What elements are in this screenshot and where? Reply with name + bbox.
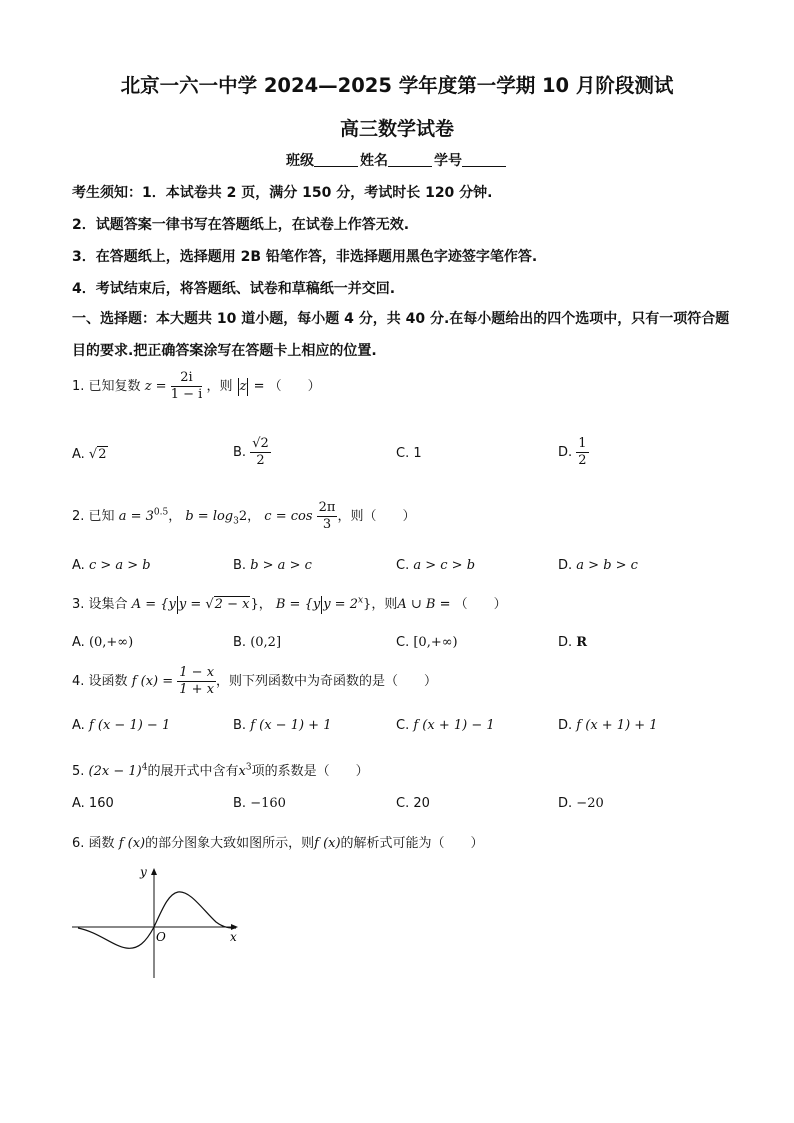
id-blank[interactable]	[462, 152, 506, 167]
graph-origin-label: O	[156, 930, 166, 944]
note-2: 2．试题答案一律书写在答题纸上，在试卷上作答无效.	[72, 217, 410, 233]
q5-expr: (2x − 1)	[88, 764, 142, 779]
q4-option-d[interactable]: D. f (x + 1) + 1	[558, 718, 658, 733]
q5-option-a[interactable]: A. 160	[72, 796, 114, 811]
class-blank[interactable]	[314, 152, 358, 167]
q1-eq: = （ ）	[249, 379, 321, 394]
name-label: 姓名	[360, 153, 388, 169]
q3-set-a: A = {y y = √2 − x}	[131, 597, 259, 612]
q4-option-b[interactable]: B. f (x − 1) + 1	[233, 718, 332, 733]
q3-set-b: B = {y $y = 2^x$}	[275, 595, 372, 612]
q1-option-b[interactable]: B. $\frac{√2}{2}$	[233, 436, 269, 468]
q2-option-b[interactable]: B. b > a > c	[233, 558, 312, 573]
note-4: 4．考试结束后，将答题纸、试卷和草稿纸一并交回.	[72, 281, 396, 297]
q3-option-d[interactable]: D. R	[558, 635, 588, 650]
question-5: 5. $(2x - 1)^4$的展开式中含有$x^3$项的系数是（ ）	[72, 762, 369, 779]
exam-subtitle: 高三数学试卷	[339, 118, 454, 140]
q1-stem: 1. 已知复数	[72, 379, 141, 394]
q5-option-b[interactable]: B. −160	[233, 796, 286, 811]
q1-then: ，则	[206, 379, 233, 394]
q4-fraction: $\frac{1 - x}{1 + x}$	[179, 665, 215, 697]
q5-option-c[interactable]: C. 20	[396, 796, 430, 811]
q2-option-a[interactable]: A. c > a > b	[72, 558, 151, 573]
q2-c-fraction: $\frac{2\pi}{3}$	[318, 500, 336, 532]
q6-function-graph	[68, 862, 248, 982]
q2-a: $a = 3^{0.5}$	[118, 507, 169, 524]
q1-option-d[interactable]: D. $\frac{1}{2}$	[558, 436, 587, 468]
class-label: 班级	[286, 153, 314, 169]
q5-option-d[interactable]: D. −20	[558, 796, 604, 811]
q2-option-d[interactable]: D. a > b > c	[558, 558, 638, 573]
q1-abs-z: z	[239, 379, 247, 394]
q2-c: c = cos	[264, 509, 313, 524]
question-3: 3. 设集合 A = {y y = √2 − x}， B = {y $y = 2^x$}，则A ∪ B = （ ）	[72, 595, 507, 612]
q4-fx: f (x) =	[131, 674, 174, 689]
graph-x-label: x	[230, 930, 237, 944]
q4-option-c[interactable]: C. f (x + 1) − 1	[396, 718, 495, 733]
section-1-instructions: 一、选择题：本大题共 10 道小题，每小题 4 分，共 40 分.在每小题给出的四个选项中，只有一项符合题目的要求.把正确答案涂写在答题卡上相应的位置.	[72, 311, 730, 359]
note-3: 3．在答题纸上，选择题用 2B 铅笔作答，非选择题用黑色字迹签字笔作答.	[72, 249, 538, 265]
question-1	[72, 370, 321, 403]
note-1: 考生须知：1．本试卷共 2 页，满分 150 分，考试时长 120 分钟.	[72, 185, 493, 201]
q1-option-a[interactable]: A. √2	[72, 447, 107, 462]
q3-option-a[interactable]: A. (0,+∞)	[72, 635, 134, 650]
graph-y-label: y	[140, 865, 147, 879]
graph-y-arrow	[151, 868, 157, 875]
q6-f1: f (x)	[118, 836, 146, 851]
name-blank[interactable]	[388, 152, 432, 167]
q3-option-b[interactable]: B. (0,2]	[233, 635, 282, 650]
student-info-line	[0, 150, 794, 170]
question-6: 6. 函数 f (x)的部分图象大致如图所示，则f (x)的解析式可能为（ ）	[72, 836, 484, 851]
q2-option-c[interactable]: C. a > c > b	[396, 558, 476, 573]
question-4: 4. 设函数 f (x) = $\frac{1 - x}{1 + x}$ ，则下列函数中为奇函数的是（ ）	[72, 665, 438, 697]
q4-option-a[interactable]: A. f (x − 1) − 1	[72, 718, 171, 733]
q1-fraction: $\frac{2i}{1 - i}$	[170, 370, 203, 402]
id-label: 学号	[434, 153, 462, 169]
q6-f2: f (x)	[314, 836, 341, 851]
q3-option-c[interactable]: C. [0,+∞)	[396, 635, 458, 650]
q1-z-eq: z =	[144, 379, 167, 394]
q2-b: $b = \log_32$	[185, 509, 248, 527]
exam-title: 北京一六一中学 2024—2025 学年度第一学期 10 月阶段测试	[120, 74, 674, 97]
q1-option-c[interactable]: C. 1	[396, 446, 422, 461]
question-2: 2. 已知 $a = 3^{0.5}$， $b = \log_32$， c = cos $\frac{2\pi}{3}$ ，则（ ）	[72, 500, 416, 532]
